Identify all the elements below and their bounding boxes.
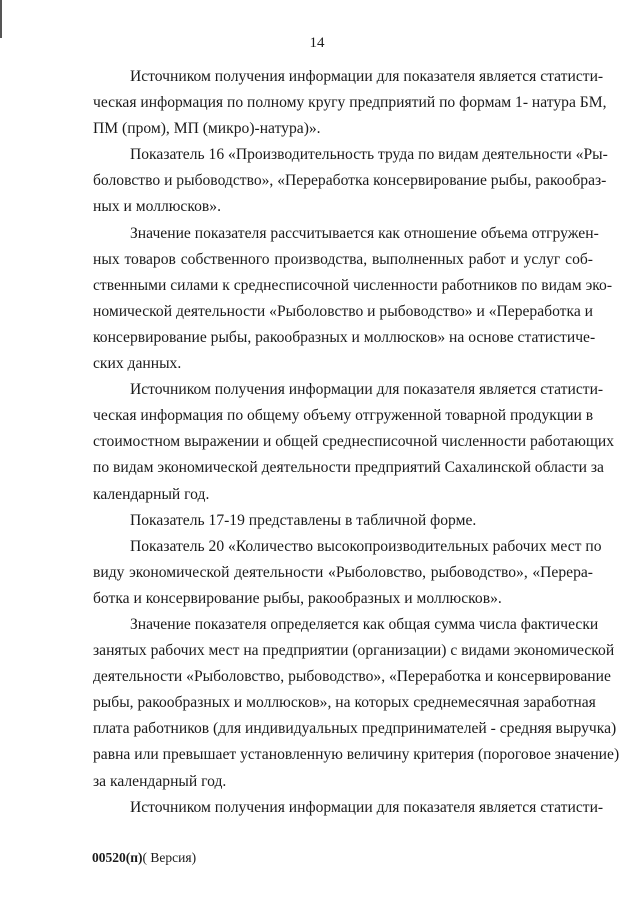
footer-version: ( Версия) xyxy=(142,850,197,865)
paragraph-line: консервирование рыбы, ракообразных и моллюсков» на основе статистиче- xyxy=(93,328,596,346)
paragraph-line: Показатель 16 «Производительность труда по видам деятельности «Ры- xyxy=(130,146,608,164)
paragraph-line: боловство и рыбоводство», «Переработка консервирование рыбы, ракообраз- xyxy=(93,172,607,190)
paragraph-line: за календарный год. xyxy=(93,772,227,790)
paragraph xyxy=(93,377,615,507)
footer xyxy=(92,850,196,866)
paragraph-line: ных товаров собственного производства, выполненных работ и услуг соб- xyxy=(93,250,593,268)
paragraph-line: ческая информация по общему объему отгруженной товарной продукции в xyxy=(93,407,594,425)
paragraph xyxy=(93,612,620,795)
paragraph-line: плата работников (для индивидуальных предпринимателей - средняя выручка) xyxy=(93,720,617,738)
paragraph-line: ственными силами к среднесписочной численности работников по видам эко- xyxy=(93,276,613,294)
paragraph-line: деятельности «Рыболовство, рыбоводство», «Переработка и консервирование xyxy=(93,668,611,686)
paragraph-line: календарный год. xyxy=(93,485,210,503)
paragraph-line: рыбы, ракообразных и моллюсков», на которых среднемесячная заработная xyxy=(93,694,596,712)
paragraph-line: Источником получения информации для показателя является статисти- xyxy=(130,68,604,85)
paragraph-line: занятых рабочих мест на предприятии (организации) с видами экономической xyxy=(93,642,615,660)
footer-document-code: 00520(п) xyxy=(92,850,143,865)
paragraph-line: ских данных. xyxy=(93,355,182,373)
paragraph-line: по видам экономической деятельности предприятий Сахалинской области за xyxy=(93,459,604,477)
paragraph-line: Источником получения информации для показателя является статисти- xyxy=(130,798,604,816)
paragraph xyxy=(93,508,593,534)
paragraph-line: Значение показателя рассчитывается как отношение объема отгружен- xyxy=(130,224,599,242)
paragraph-line: виду экономической деятельности «Рыболовство, рыбоводство», «Перера- xyxy=(93,563,593,581)
paragraph-line: ботка и консервирование рыбы, ракообразных и моллюсков». xyxy=(93,589,502,607)
paragraph xyxy=(93,142,608,220)
paragraph-line: ческая информация по полному кругу предприятий по формам 1- натура БМ, xyxy=(93,94,607,112)
paragraph-line: Источником получения информации для показателя является статисти- xyxy=(130,381,604,399)
paragraph-line: Показатель 20 «Количество высокопроизводительных рабочих мест по xyxy=(130,537,602,555)
paragraph-line: ПМ (пром), МП (микро)-натура)». xyxy=(93,120,321,138)
paragraph-line: стоимостном выражении и общей среднесписочной численности работающих xyxy=(93,433,615,451)
paragraph-line: равна или превышает установленную величину критерия (пороговое значение) xyxy=(93,746,620,764)
paragraph-line: номической деятельности «Рыболовство и рыбоводство» и «Переработка и xyxy=(93,302,593,320)
paragraph-line: ных и моллюсков». xyxy=(93,198,221,216)
paragraph xyxy=(93,795,604,821)
paragraph xyxy=(93,534,602,612)
paragraph-line: Показатель 17-19 представлены в табличной форме. xyxy=(130,511,477,529)
page-number: 14 xyxy=(309,35,325,51)
paragraph-line: Значение показателя определяется как общая сумма числа фактически xyxy=(130,615,599,633)
paragraph xyxy=(93,221,613,378)
paragraph xyxy=(93,64,607,142)
document-body xyxy=(93,64,620,821)
scan-edge-mark xyxy=(0,0,2,38)
